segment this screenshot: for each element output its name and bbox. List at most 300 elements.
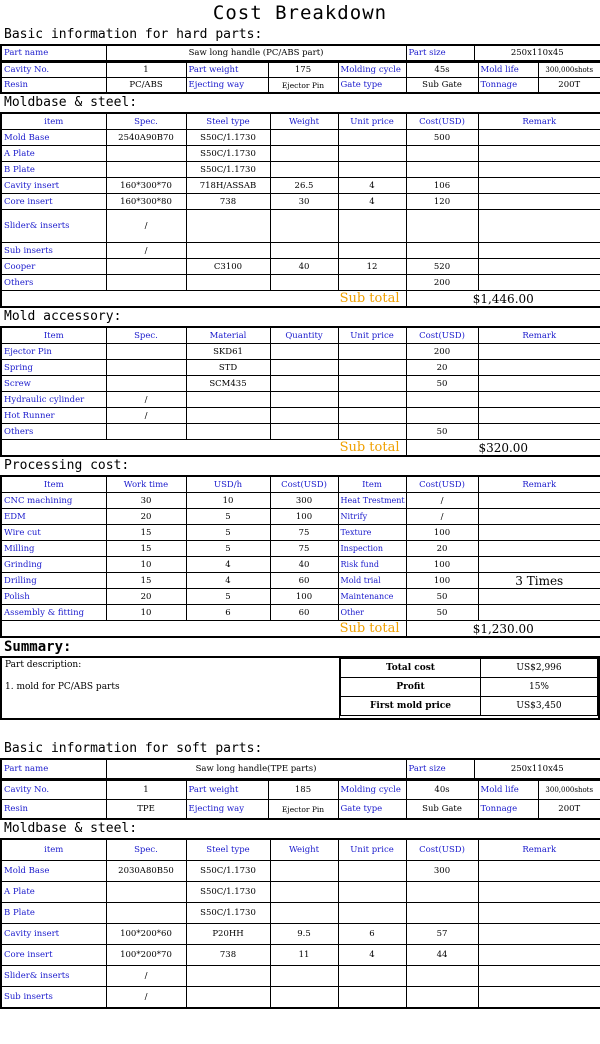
- table-cell: [186, 210, 270, 243]
- table-cell: 200: [406, 275, 478, 291]
- table-cell: [338, 210, 406, 243]
- soft-label-life: Mold life: [478, 781, 538, 800]
- accessory-row: [1, 424, 600, 440]
- table-cell: 718H/ASSAB: [186, 178, 270, 194]
- column-header: Steel type: [186, 839, 270, 861]
- processing-row: [1, 589, 600, 605]
- table-cell: 738: [186, 945, 270, 966]
- row-label: A Plate: [1, 882, 106, 903]
- row-label: Slider& inserts: [1, 966, 106, 987]
- table-cell: 50: [406, 589, 478, 605]
- table-cell: [270, 210, 338, 243]
- soft-value-gate: Sub Gate: [406, 800, 478, 820]
- table-cell: /: [106, 243, 186, 259]
- table-cell: 100: [270, 509, 338, 525]
- column-header: Weight: [270, 113, 338, 130]
- row-label: Core insert: [1, 945, 106, 966]
- table-cell: Texture: [338, 525, 406, 541]
- hard-processing-subtotal-label: Sub total: [1, 621, 406, 638]
- part-desc-text: 1. mold for PC/ABS parts: [5, 682, 120, 692]
- table-cell: [406, 408, 478, 424]
- table-cell: 5: [186, 541, 270, 557]
- table-cell: 20: [406, 360, 478, 376]
- table-cell: [186, 987, 270, 1009]
- soft-label-gate: Gate type: [338, 800, 406, 820]
- row-label: Mold Base: [1, 861, 106, 882]
- table-cell: [478, 259, 600, 275]
- row-label: Mold Base: [1, 130, 106, 146]
- row-label: Sub inserts: [1, 987, 106, 1009]
- row-label: Milling: [1, 541, 106, 557]
- column-header: Unit price: [338, 327, 406, 344]
- value-resin: PC/ABS: [106, 78, 186, 94]
- table-cell: [270, 376, 338, 392]
- table-cell: [478, 605, 600, 621]
- label-eject: Ejecting way: [186, 78, 268, 94]
- table-cell: [186, 392, 270, 408]
- table-cell: 160*300*70: [106, 178, 186, 194]
- table-cell: [478, 861, 600, 882]
- table-cell: 120: [406, 194, 478, 210]
- table-cell: [338, 392, 406, 408]
- column-header: Material: [186, 327, 270, 344]
- table-cell: [270, 130, 338, 146]
- table-cell: [478, 408, 600, 424]
- table-cell: 3 Times: [478, 573, 600, 589]
- label-cycle: Molding cycle: [338, 63, 406, 78]
- table-cell: [406, 243, 478, 259]
- table-cell: 50: [406, 424, 478, 440]
- table-cell: /: [106, 408, 186, 424]
- table-cell: [106, 376, 186, 392]
- soft-value-resin: TPE: [106, 800, 186, 820]
- table-cell: [478, 509, 600, 525]
- table-cell: Heat Trestment: [338, 493, 406, 509]
- table-cell: 75: [270, 525, 338, 541]
- table-cell: [478, 344, 600, 360]
- hard-accessory-subtotal: $320.00: [406, 440, 600, 457]
- column-header: item: [1, 839, 106, 861]
- table-cell: 15: [106, 573, 186, 589]
- column-header: Item: [338, 476, 406, 493]
- table-cell: [338, 861, 406, 882]
- table-cell: [478, 541, 600, 557]
- summary-totals: [340, 658, 598, 718]
- column-header: Item: [1, 476, 106, 493]
- table-cell: [270, 243, 338, 259]
- table-cell: 10: [106, 605, 186, 621]
- hard-info-title: Basic information for hard parts:: [4, 27, 263, 42]
- table-cell: 75: [270, 541, 338, 557]
- table-cell: /: [406, 493, 478, 509]
- table-cell: [406, 966, 478, 987]
- soft-label-part-size: Part size: [406, 759, 474, 779]
- table-cell: 15: [106, 525, 186, 541]
- row-label: Sub inserts: [1, 243, 106, 259]
- table-cell: [270, 966, 338, 987]
- table-cell: 106: [406, 178, 478, 194]
- table-cell: 20: [406, 541, 478, 557]
- table-cell: [338, 146, 406, 162]
- soft-moldbase-row: [1, 903, 600, 924]
- table-cell: 738: [186, 194, 270, 210]
- row-label: Core insert: [1, 194, 106, 210]
- table-cell: 30: [106, 493, 186, 509]
- hard-moldbase-subtotal: $1,446.00: [406, 291, 600, 308]
- accessory-row-header: [1, 327, 600, 344]
- table-cell: [338, 408, 406, 424]
- value-weight: 175: [268, 63, 338, 78]
- table-cell: 5: [186, 509, 270, 525]
- soft-moldbase-table: [0, 838, 600, 1009]
- label-cavity: Cavity No.: [1, 63, 106, 78]
- table-cell: [478, 525, 600, 541]
- table-cell: 6: [186, 605, 270, 621]
- table-cell: Inspection: [338, 541, 406, 557]
- column-header: Remark: [478, 476, 600, 493]
- row-label: Cooper: [1, 259, 106, 275]
- first-price-value: US$3,450: [481, 697, 598, 716]
- first-price-label: First mold price: [341, 697, 481, 716]
- table-cell: [478, 903, 600, 924]
- column-header: item: [1, 113, 106, 130]
- table-cell: [270, 882, 338, 903]
- total-cost-value: US$2,996: [481, 659, 598, 678]
- table-cell: [270, 162, 338, 178]
- processing-row: [1, 509, 600, 525]
- row-label: Polish: [1, 589, 106, 605]
- table-cell: Risk fund: [338, 557, 406, 573]
- hard-accessory-title: Mold accessory:: [4, 309, 122, 324]
- table-cell: [478, 557, 600, 573]
- table-cell: [338, 275, 406, 291]
- table-cell: 100*200*70: [106, 945, 186, 966]
- table-cell: 2030A80B50: [106, 861, 186, 882]
- profit-label: Profit: [341, 678, 481, 697]
- table-cell: [270, 146, 338, 162]
- soft-moldbase-row: [1, 882, 600, 903]
- table-cell: 500: [406, 130, 478, 146]
- table-cell: [478, 162, 600, 178]
- row-label: A Plate: [1, 146, 106, 162]
- table-cell: S50C/1.1730: [186, 903, 270, 924]
- soft-label-resin: Resin: [1, 800, 106, 820]
- soft-value-life: 300,000shots: [538, 781, 600, 800]
- table-cell: [338, 360, 406, 376]
- table-cell: C3100: [186, 259, 270, 275]
- table-cell: 6: [338, 924, 406, 945]
- row-label: Cavity insert: [1, 924, 106, 945]
- soft-moldbase-row: [1, 861, 600, 882]
- soft-info-title: Basic information for soft parts:: [4, 741, 263, 756]
- moldbase-row: [1, 275, 600, 291]
- processing-row: [1, 557, 600, 573]
- value-cycle: 45s: [406, 63, 478, 78]
- hard-moldbase-subtotal-label: Sub total: [1, 291, 406, 308]
- table-cell: 50: [406, 605, 478, 621]
- table-cell: 4: [338, 178, 406, 194]
- table-cell: 60: [270, 573, 338, 589]
- table-cell: [478, 392, 600, 408]
- moldbase-row: [1, 194, 600, 210]
- soft-label-cycle: Molding cycle: [338, 781, 406, 800]
- table-cell: 5: [186, 589, 270, 605]
- row-label: B Plate: [1, 903, 106, 924]
- value-eject: Ejector Pin: [268, 78, 338, 94]
- table-cell: 57: [406, 924, 478, 945]
- table-cell: 100: [406, 573, 478, 589]
- hard-accessory-subtotal-label: Sub total: [1, 440, 406, 457]
- table-cell: [186, 408, 270, 424]
- table-cell: S50C/1.1730: [186, 130, 270, 146]
- soft-moldbase-row: [1, 945, 600, 966]
- value-cavity: 1: [106, 63, 186, 78]
- column-header: Quantity: [270, 327, 338, 344]
- column-header: Spec.: [106, 327, 186, 344]
- table-cell: 44: [406, 945, 478, 966]
- column-header: Cost(USD): [406, 113, 478, 130]
- label-resin: Resin: [1, 78, 106, 94]
- table-cell: [338, 882, 406, 903]
- table-cell: [406, 987, 478, 1009]
- soft-moldbase-title: Moldbase & steel:: [4, 821, 138, 836]
- soft-moldbase-row-header: [1, 839, 600, 861]
- row-label: EDM: [1, 509, 106, 525]
- table-cell: STD: [186, 360, 270, 376]
- soft-value-weight: 185: [268, 781, 338, 800]
- table-cell: Maintenance: [338, 589, 406, 605]
- table-cell: [478, 243, 600, 259]
- table-cell: Nitrify: [338, 509, 406, 525]
- column-header: USD/h: [186, 476, 270, 493]
- table-cell: [270, 360, 338, 376]
- column-header: Cost(USD): [406, 476, 478, 493]
- table-cell: [478, 945, 600, 966]
- soft-value-tonnage: 200T: [538, 800, 600, 820]
- moldbase-row-header: [1, 113, 600, 130]
- table-cell: P20HH: [186, 924, 270, 945]
- table-cell: 20: [106, 509, 186, 525]
- moldbase-row: [1, 130, 600, 146]
- value-part-name: Saw long handle (PC/ABS part): [106, 45, 406, 61]
- table-cell: [478, 178, 600, 194]
- table-cell: [338, 243, 406, 259]
- table-cell: [270, 861, 338, 882]
- column-header: Unit price: [338, 113, 406, 130]
- moldbase-row: [1, 243, 600, 259]
- part-desc-label: Part description:: [5, 660, 82, 670]
- table-cell: 5: [186, 525, 270, 541]
- soft-label-cavity: Cavity No.: [1, 781, 106, 800]
- table-cell: [478, 589, 600, 605]
- table-cell: 10: [186, 493, 270, 509]
- table-cell: [478, 424, 600, 440]
- table-cell: [406, 162, 478, 178]
- row-label: Hydraulic cylinder: [1, 392, 106, 408]
- table-cell: [106, 424, 186, 440]
- table-cell: 200: [406, 344, 478, 360]
- soft-label-eject: Ejecting way: [186, 800, 268, 820]
- table-cell: [478, 130, 600, 146]
- table-cell: 40: [270, 259, 338, 275]
- row-label: Cavity insert: [1, 178, 106, 194]
- table-cell: 300: [270, 493, 338, 509]
- table-cell: S50C/1.1730: [186, 146, 270, 162]
- table-cell: [478, 210, 600, 243]
- value-life: 300,000shots: [538, 63, 600, 78]
- table-cell: 10: [106, 557, 186, 573]
- column-header: Spec.: [106, 113, 186, 130]
- table-cell: [338, 130, 406, 146]
- accessory-row: [1, 344, 600, 360]
- table-cell: 40: [270, 557, 338, 573]
- table-cell: [106, 360, 186, 376]
- table-cell: [186, 243, 270, 259]
- table-cell: [186, 424, 270, 440]
- table-cell: [106, 259, 186, 275]
- table-cell: 4: [186, 573, 270, 589]
- table-cell: [478, 882, 600, 903]
- table-cell: 100*200*60: [106, 924, 186, 945]
- row-label: Grinding: [1, 557, 106, 573]
- row-label: Screw: [1, 376, 106, 392]
- row-label: Spring: [1, 360, 106, 376]
- table-cell: [406, 882, 478, 903]
- row-label: B Plate: [1, 162, 106, 178]
- table-cell: [106, 344, 186, 360]
- soft-value-part-size: 250x110x45: [474, 759, 600, 779]
- table-cell: [186, 966, 270, 987]
- label-weight: Part weight: [186, 63, 268, 78]
- table-cell: [338, 903, 406, 924]
- table-cell: 100: [406, 557, 478, 573]
- column-header: Cost(USD): [406, 839, 478, 861]
- soft-value-part-name: Saw long handle(TPE parts): [106, 759, 406, 779]
- hard-processing-title: Processing cost:: [4, 458, 130, 473]
- column-header: Cost(USD): [406, 327, 478, 344]
- label-gate: Gate type: [338, 78, 406, 94]
- soft-moldbase-row: [1, 924, 600, 945]
- table-cell: 9.5: [270, 924, 338, 945]
- table-cell: [270, 408, 338, 424]
- column-header: Unit price: [338, 839, 406, 861]
- moldbase-row: [1, 146, 600, 162]
- table-cell: 15: [106, 541, 186, 557]
- hard-info-table-2: [0, 62, 600, 94]
- table-cell: [270, 392, 338, 408]
- soft-label-part-name: Part name: [1, 759, 106, 779]
- table-cell: [478, 194, 600, 210]
- accessory-row: [1, 408, 600, 424]
- column-header: Work time: [106, 476, 186, 493]
- row-label: CNC machining: [1, 493, 106, 509]
- table-cell: [406, 146, 478, 162]
- table-cell: [406, 903, 478, 924]
- soft-moldbase-row: [1, 966, 600, 987]
- part-description: [2, 658, 340, 718]
- hard-processing-subtotal: $1,230.00: [406, 621, 600, 638]
- table-cell: [478, 493, 600, 509]
- table-cell: /: [106, 392, 186, 408]
- column-header: Steel type: [186, 113, 270, 130]
- hard-moldbase-table: [0, 112, 600, 308]
- table-cell: [338, 424, 406, 440]
- table-cell: S50C/1.1730: [186, 861, 270, 882]
- table-cell: 20: [106, 589, 186, 605]
- processing-row: [1, 573, 600, 589]
- table-cell: 160*300*80: [106, 194, 186, 210]
- column-header: Weight: [270, 839, 338, 861]
- table-cell: [106, 275, 186, 291]
- table-cell: S50C/1.1730: [186, 882, 270, 903]
- column-header: Remark: [478, 839, 600, 861]
- table-cell: [478, 966, 600, 987]
- moldbase-row: [1, 162, 600, 178]
- soft-value-eject: Ejector Pin: [268, 800, 338, 820]
- processing-row: [1, 605, 600, 621]
- table-cell: [478, 376, 600, 392]
- table-cell: /: [106, 210, 186, 243]
- hard-processing-table: [0, 475, 600, 638]
- column-header: Item: [1, 327, 106, 344]
- table-cell: [478, 146, 600, 162]
- table-cell: S50C/1.1730: [186, 162, 270, 178]
- table-cell: 60: [270, 605, 338, 621]
- table-cell: [338, 376, 406, 392]
- table-cell: [406, 210, 478, 243]
- table-cell: [478, 924, 600, 945]
- table-cell: [106, 903, 186, 924]
- table-cell: 100: [406, 525, 478, 541]
- table-cell: [270, 424, 338, 440]
- table-cell: /: [106, 987, 186, 1009]
- soft-value-cycle: 40s: [406, 781, 478, 800]
- row-label: Drilling: [1, 573, 106, 589]
- moldbase-row: [1, 259, 600, 275]
- table-cell: 2540A90B70: [106, 130, 186, 146]
- moldbase-row: [1, 178, 600, 194]
- table-cell: [338, 162, 406, 178]
- table-cell: 300: [406, 861, 478, 882]
- table-cell: [478, 360, 600, 376]
- column-header: Remark: [478, 327, 600, 344]
- table-cell: [270, 275, 338, 291]
- moldbase-row: [1, 210, 600, 243]
- page-title: Cost Breakdown: [212, 2, 388, 24]
- row-label: Wire cut: [1, 525, 106, 541]
- soft-label-tonnage: Tonnage: [478, 800, 538, 820]
- soft-info-table-2: [0, 780, 600, 820]
- processing-row: [1, 493, 600, 509]
- table-cell: 50: [406, 376, 478, 392]
- table-cell: 12: [338, 259, 406, 275]
- value-part-size: 250x110x45: [474, 45, 600, 61]
- hard-moldbase-title: Moldbase & steel:: [4, 95, 138, 110]
- accessory-row: [1, 392, 600, 408]
- soft-label-weight: Part weight: [186, 781, 268, 800]
- processing-row: [1, 525, 600, 541]
- total-cost-label: Total cost: [341, 659, 481, 678]
- row-label: Others: [1, 275, 106, 291]
- table-cell: [106, 162, 186, 178]
- column-header: Cost(USD): [270, 476, 338, 493]
- table-cell: 4: [186, 557, 270, 573]
- soft-moldbase-row: [1, 987, 600, 1009]
- table-cell: [338, 344, 406, 360]
- label-part-size: Part size: [406, 45, 474, 61]
- soft-info-table: [0, 758, 600, 780]
- table-cell: 100: [270, 589, 338, 605]
